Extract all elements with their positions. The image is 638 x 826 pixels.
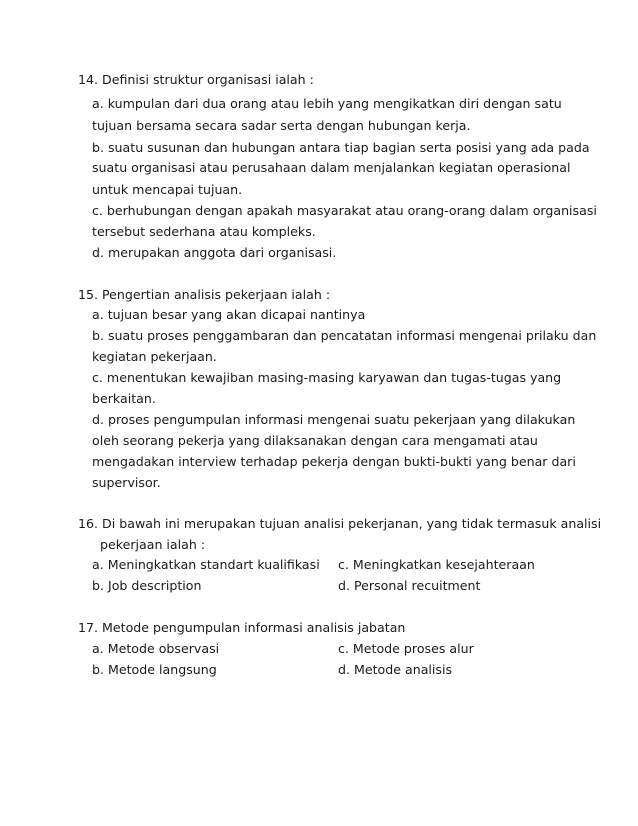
question-14: 14. Definisi struktur organisasi ialah : xyxy=(78,72,314,87)
q14-option-c-line-2: tersebut sederhana atau kompleks. xyxy=(92,224,316,239)
q15-option-d-line-4: supervisor. xyxy=(92,475,161,490)
q15-option-c-line-2: berkaitan. xyxy=(92,391,156,406)
question-15: 15. Pengertian analisis pekerjaan ialah : xyxy=(78,287,331,302)
q17-option-b: b. Metode langsung xyxy=(92,662,217,677)
q17-option-d: d. Metode analisis xyxy=(338,662,453,677)
q15-option-b-line-2: kegiatan pekerjaan. xyxy=(92,349,217,364)
q16-option-b: b. Job description xyxy=(92,578,202,593)
q14-option-b-line-1: b. suatu susunan dan hubungan antara tiap bagian serta posisi yang ada pada xyxy=(92,140,590,155)
question-17: 17. Metode pengumpulan informasi analisis jabatan xyxy=(78,620,406,635)
q15-option-c-line-1: c. menentukan kewajiban masing-masing karyawan dan tugas-tugas yang xyxy=(92,370,562,385)
q14-option-d-line-1: d. merupakan anggota dari organisasi. xyxy=(92,245,337,260)
q14-option-a-line-2: tujuan bersama secara sadar serta dengan hubungan kerja. xyxy=(92,118,471,133)
q16-option-d: d. Personal recuitment xyxy=(338,578,481,593)
q14-option-a-line-1: a. kumpulan dari dua orang atau lebih yang mengikatkan diri dengan satu xyxy=(92,96,562,111)
q15-option-d-line-3: mengadakan interview terhadap pekerja dengan bukti-bukti yang benar dari xyxy=(92,454,576,469)
q15-option-d-line-2: oleh seorang pekerja yang dilaksanakan dengan cara mengamati atau xyxy=(92,433,538,448)
q14-option-b-line-2: suatu organisasi atau perusahaan dalam menjalankan kegiatan operasional xyxy=(92,160,571,175)
q16-option-c: c. Meningkatkan kesejahteraan xyxy=(338,557,535,572)
q14-option-b-line-3: untuk mencapai tujuan. xyxy=(92,182,243,197)
q17-option-a: a. Metode observasi xyxy=(92,641,220,656)
q16-option-a: a. Meningkatkan standart kualifikasi xyxy=(92,557,320,572)
question-16-line-2: pekerjaan ialah : xyxy=(100,537,206,552)
q15-option-a-line-1: a. tujuan besar yang akan dicapai nantinya xyxy=(92,307,366,322)
question-16-line-1: 16. Di bawah ini merupakan tujuan analisi pekerjanan, yang tidak termasuk analisi xyxy=(78,516,602,531)
q14-option-c-line-1: c. berhubungan dengan apakah masyarakat atau orang-orang dalam organisasi xyxy=(92,203,597,218)
q15-option-d-line-1: d. proses pengumpulan informasi mengenai suatu pekerjaan yang dilakukan xyxy=(92,412,576,427)
q15-option-b-line-1: b. suatu proses penggambaran dan pencatatan informasi mengenai prilaku dan xyxy=(92,328,597,343)
q17-option-c: c. Metode proses alur xyxy=(338,641,474,656)
